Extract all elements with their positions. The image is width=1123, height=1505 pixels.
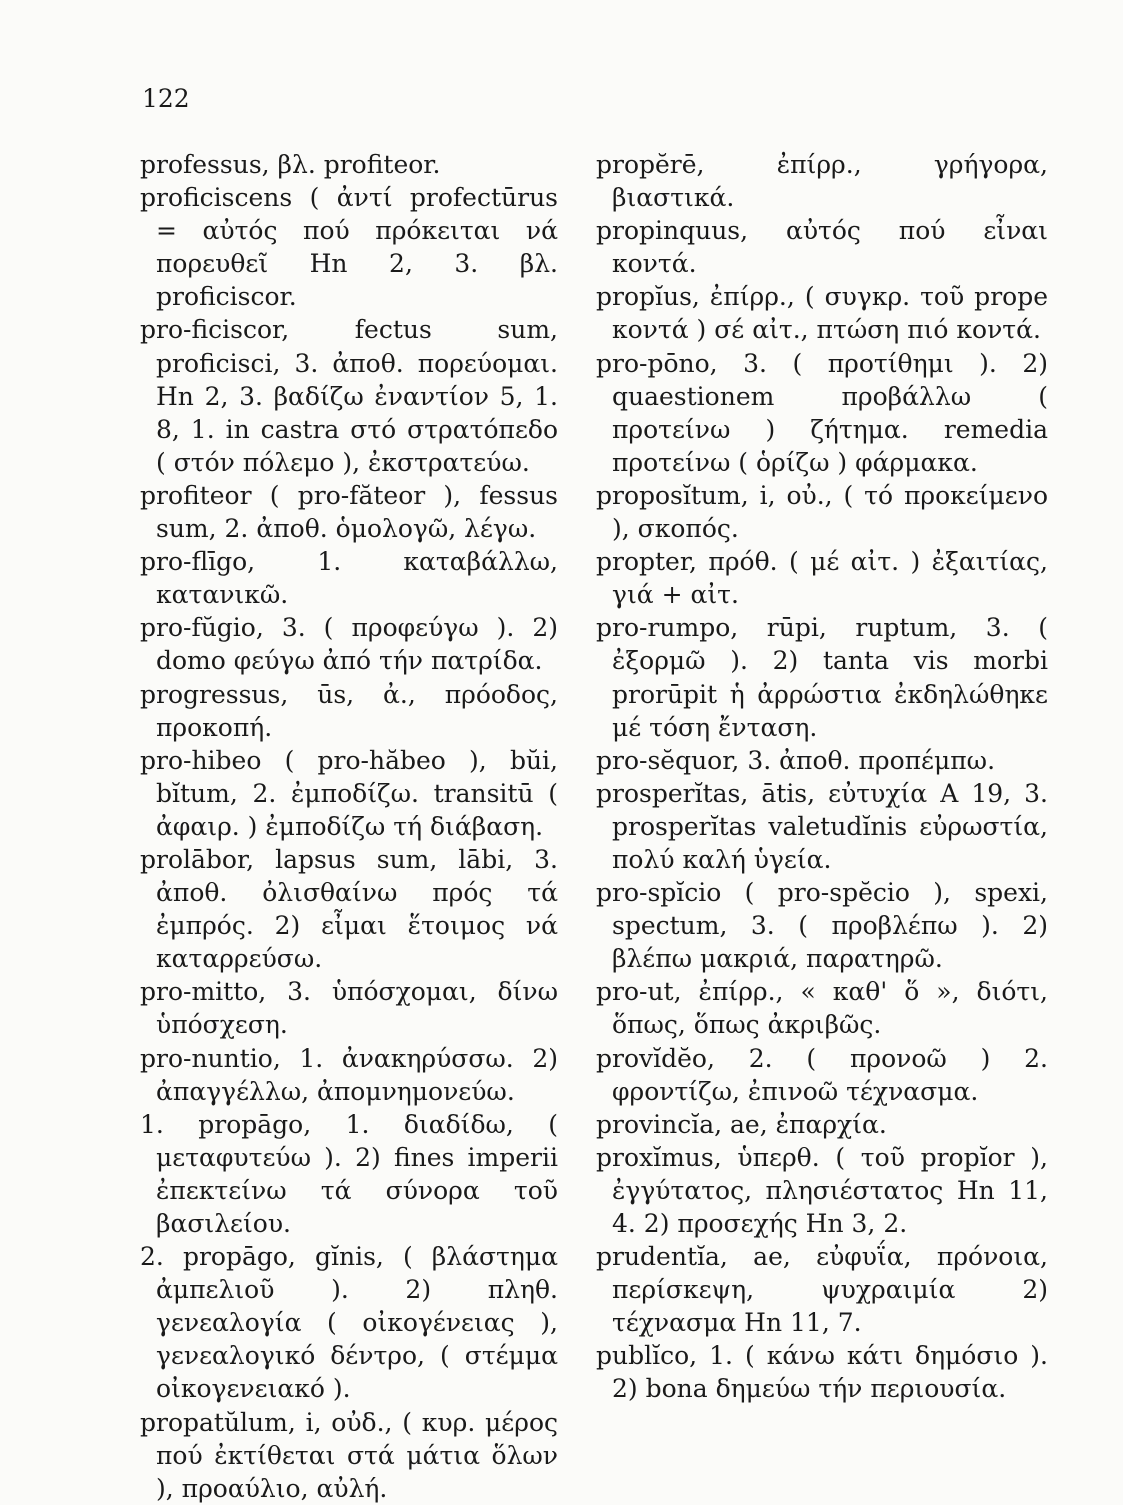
dictionary-entry: propinquus, αὐτός πού εἶναι κοντά. xyxy=(596,216,1048,279)
dictionary-entry: pro-mitto, 3. ὑπόσχομαι, δίνω ὑπόσχεση. xyxy=(140,977,558,1040)
dictionary-entry: pro-sĕquor, 3. ἀποθ. προπέμπω. xyxy=(596,745,996,775)
dictionary-entry: pro-ficiscor, fectus sum, proficisci, 3. ἀποθ. πορεύομαι. Hn 2, 3. βαδίζω ἐναντίον 5, 1. 8, 1. in castra στό στρατόπεδο ( στόν πόλεμο ), ἐκστρατεύω. xyxy=(140,315,558,477)
dictionary-entry: progressus, ūs, ἀ., πρόοδος, προκοπή. xyxy=(140,679,558,742)
page-number: 122 xyxy=(142,84,190,113)
dictionary-entry: proposĭtum, i, οὐ., ( τό προκείμενο ), σκοπός. xyxy=(596,480,1048,544)
dictionary-entry: propĭus, ἐπίρρ., ( συγκρ. τοῦ prope κοντά ) σέ αἰτ., πτώση πιό κοντά. xyxy=(596,282,1048,345)
dictionary-entry: pro-spĭcio ( pro-spĕcio ), spexi, spectum, 3. ( προβλέπω ). 2) βλέπω μακριά, παρατηρῶ. xyxy=(596,878,1048,974)
dictionary-entry: professus, βλ. profiteor. xyxy=(140,150,441,179)
dictionary-entry: propatŭlum, i, οὐδ., ( κυρ. μέρος πού ἐκτίθεται στά μάτια ὅλων ), προαύλιο, αὐλή. xyxy=(140,1407,558,1503)
dictionary-entry: prudentĭa, ae, εὐφυΐα, πρόνοια, περίσκεψη, ψυχραιμία 2) τέχνασμα Hn 11, 7. xyxy=(596,1242,1048,1338)
dictionary-entry: prolābor, lapsus sum, lābi, 3. ἀποθ. ὀλισθαίνω πρός τά ἐμπρός. 2) εἶμαι ἕτοιμος νά καταρρεύσω. xyxy=(140,844,558,974)
dictionary-entry: 2. propāgo, gĭnis, ( βλάστημα ἀμπελιοῦ ). 2) πληθ. γενεαλογία ( οἰκογένειας ), γενεαλογικό δέντρο, ( στέμμα οἰκογενειακό ). xyxy=(140,1242,558,1404)
left-column xyxy=(140,148,558,1505)
dictionary-entry: pro-hibeo ( pro-hăbeo ), bŭi, bĭtum, 2. ἐμποδίζω. transitū ( ἀφαιρ. ) ἐμποδίζω τή διάβαση. xyxy=(140,745,558,841)
dictionary-entry: 1. propāgo, 1. διαδίδω, ( μεταφυτεύω ). 2) fines imperii ἐπεκτείνω τά σύνορα τοῦ βασιλείου. xyxy=(140,1109,558,1238)
dictionary-entry: proficiscens ( ἀντί profectūrus = αὐτός πού πρόκειται νά πορευθεῖ Hn 2, 3. βλ. proficiscor. xyxy=(140,183,558,312)
dictionary-entry: pro-flīgo, 1. καταβάλλω, κατανικῶ. xyxy=(140,547,558,610)
dictionary-entry: pro-pōno, 3. ( προτίθημι ). 2) quaestionem προβάλλω ( προτείνω ) ζήτημα. remedia προτείνω ( ὁρίζω ) φάρμακα. xyxy=(596,348,1048,477)
dictionary-entry: provincĭa, ae, ἐπαρχία. xyxy=(596,1109,887,1139)
right-column xyxy=(596,148,1048,1406)
dictionary-entry: pro-ut, ἐπίρρ., « καθ' ὅ », διότι, ὅπως, ὅπως ἀκριβῶς. xyxy=(596,977,1048,1040)
dictionary-entry: pro-fŭgio, 3. ( προφεύγω ). 2) domo φεύγω ἀπό τήν πατρίδα. xyxy=(140,613,558,676)
dictionary-entry: publĭco, 1. ( κάνω κάτι δημόσιο ). 2) bona δημεύω τήν περιουσία. xyxy=(596,1341,1048,1404)
dictionary-entry: pro-nuntio, 1. ἀνακηρύσσω. 2) ἀπαγγέλλω, ἀπομνημονεύω. xyxy=(140,1043,558,1106)
dictionary-entry: provĭdĕo, 2. ( προνοῶ ) 2. φροντίζω, ἐπινοῶ τέχνασμα. xyxy=(596,1043,1048,1106)
dictionary-entry: prosperĭtas, ātis, εὐτυχία A 19, 3. prosperĭtas valetudĭnis εὐρωστία, πολύ καλή ὑγεία. xyxy=(596,778,1048,874)
dictionary-entry: proxĭmus, ὑπερθ. ( τοῦ propĭor ), ἐγγύτατος, πλησιέστατος Hn 11, 4. 2) προσεχής Hn 3, 2. xyxy=(596,1142,1048,1238)
dictionary-entry: profiteor ( pro-făteor ), fessus sum, 2. ἀποθ. ὁμολογῶ, λέγω. xyxy=(140,480,558,544)
dictionary-entry: propĕrē, ἐπίρρ., γρήγορα, βιαστικά. xyxy=(596,150,1048,213)
dictionary-entry: pro-rumpo, rūpi, ruptum, 3. ( ἐξορμῶ ). 2) tanta vis morbi prorūpit ἡ ἀρρώστια ἐκδηλώθηκε μέ τόση ἔνταση. xyxy=(596,613,1048,742)
dictionary-entry: propter, πρόθ. ( μέ αἰτ. ) ἐξαιτίας, γιά + αἰτ. xyxy=(596,547,1048,610)
